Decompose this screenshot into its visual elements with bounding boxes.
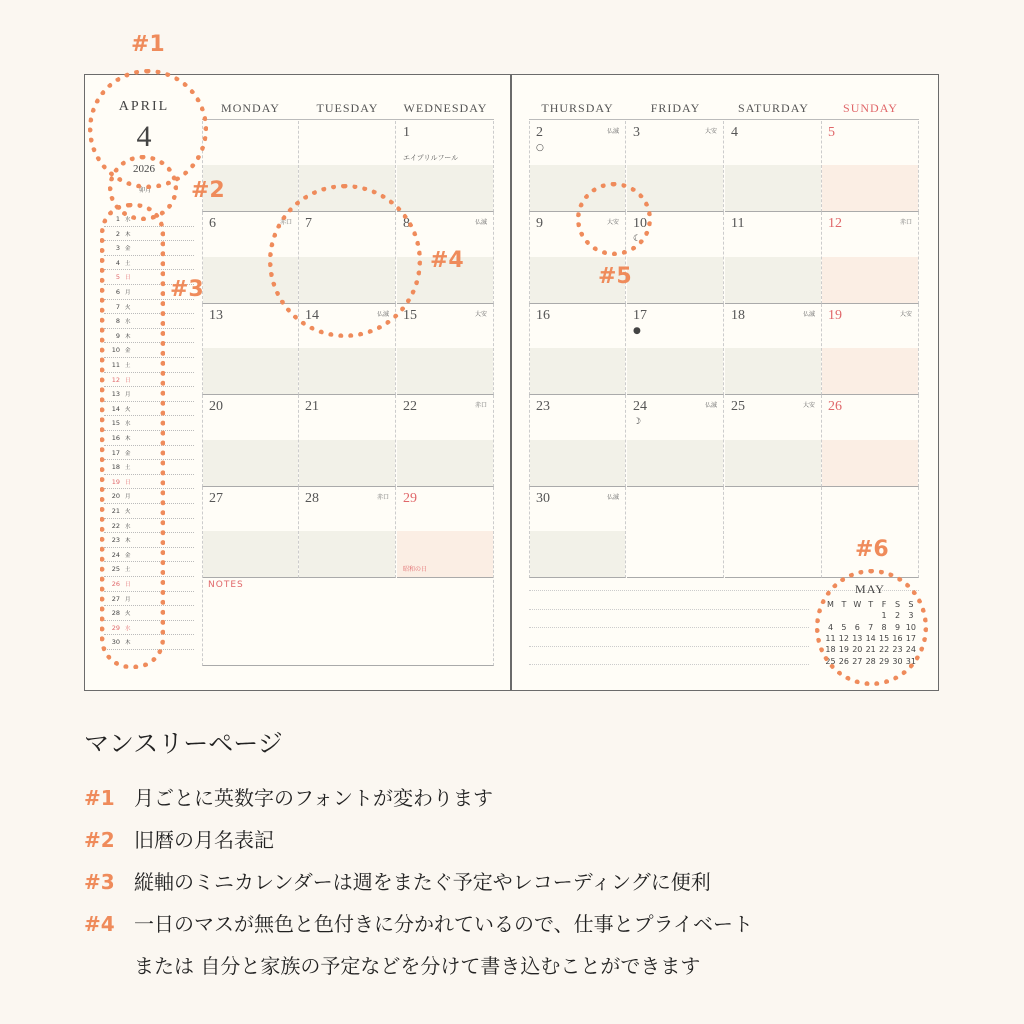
day-number: 20 (209, 399, 223, 415)
next-month-day[interactable]: 9 (894, 622, 901, 632)
moon-phase-icon: ● (633, 325, 641, 336)
notes-line (529, 664, 809, 665)
day-cell-shaded-area[interactable] (397, 348, 493, 394)
next-month-weekday: M (827, 600, 834, 609)
next-month-day[interactable]: 3 (908, 611, 914, 621)
day-cell-shaded-area[interactable] (725, 257, 821, 303)
day-header-thursday: THURSDAY (541, 101, 614, 115)
next-month-day[interactable]: 27 (852, 656, 863, 666)
month-name: APRIL (118, 99, 170, 114)
notes-box[interactable] (202, 575, 494, 666)
next-month-weekday: T (868, 600, 874, 609)
day-number: 27 (209, 490, 223, 506)
caption-item-text: 月ごとに英数字のフォントが変わります (134, 786, 493, 810)
day-number: 28 (305, 490, 319, 506)
next-month-weekday: T (841, 600, 847, 609)
mini-calendar-day-number: 20 (111, 492, 120, 501)
next-month-day[interactable]: 21 (865, 645, 876, 655)
rokuyo-label: 仏滅 (376, 310, 389, 318)
mini-calendar-day-number: 11 (111, 361, 120, 369)
day-cell-shaded-area[interactable] (725, 348, 821, 394)
next-month-day[interactable]: 19 (838, 645, 849, 655)
annotation-circle-5 (576, 182, 652, 256)
mini-calendar-weekday: 土 (125, 260, 131, 267)
mini-calendar-day-number: 12 (111, 375, 120, 384)
caption-item-number: #3 (84, 870, 115, 894)
day-cell[interactable] (822, 121, 919, 212)
day-cell-shaded-area[interactable] (822, 440, 918, 486)
mini-calendar-day-number: 27 (111, 594, 120, 603)
next-month-day[interactable]: 4 (827, 622, 834, 632)
next-month-day[interactable]: 18 (825, 645, 836, 655)
next-month-weekday: F (881, 600, 887, 609)
tag-5: #5 (598, 264, 632, 289)
next-month-day[interactable]: 10 (905, 622, 916, 632)
caption-item-number: #2 (84, 828, 115, 852)
mini-calendar-day-number: 21 (111, 507, 120, 515)
holiday-label: エイプリルフール (403, 154, 459, 163)
mini-calendar-day-number: 26 (111, 580, 120, 588)
mini-calendar-day-number: 13 (111, 390, 120, 399)
next-month-day[interactable]: 11 (825, 633, 836, 643)
tag-3: #3 (170, 277, 204, 302)
day-number: 24 (633, 399, 647, 415)
mini-calendar-weekday: 月 (125, 392, 131, 399)
mini-calendar-weekday: 月 (125, 494, 131, 501)
old-month-name: 卯月 (138, 187, 151, 194)
rokuyo-label: 赤口 (899, 219, 912, 227)
next-month-weekday: W (853, 600, 862, 609)
tag-2: #2 (191, 178, 225, 203)
mini-calendar-weekday: 水 (125, 217, 131, 223)
mini-calendar-day-number: 4 (115, 258, 120, 267)
day-cell-shaded-area[interactable] (725, 165, 821, 211)
day-cell[interactable] (529, 487, 626, 578)
rokuyo-label: 赤口 (279, 219, 292, 227)
day-cell[interactable] (822, 212, 919, 303)
next-month-day[interactable]: 25 (825, 656, 836, 666)
day-cell-shaded-area[interactable] (530, 440, 625, 486)
mini-calendar-weekday: 水 (125, 319, 131, 326)
day-number: 4 (731, 125, 738, 140)
day-number: 2 (536, 125, 543, 140)
day-number: 9 (536, 216, 543, 232)
mini-calendar-day-number: 19 (111, 477, 120, 486)
day-cell[interactable] (529, 304, 626, 395)
day-number: 19 (828, 307, 842, 323)
tag-6: #6 (855, 537, 889, 562)
mini-calendar-weekday: 木 (125, 538, 131, 545)
day-number: 22 (403, 399, 417, 415)
day-cell[interactable] (627, 487, 724, 578)
next-month-weekday: S (894, 600, 901, 609)
caption-item (84, 950, 700, 979)
day-number: 8 (403, 216, 410, 232)
mini-calendar-day-number: 18 (111, 463, 120, 472)
mini-calendar-weekday: 日 (125, 377, 131, 384)
mini-calendar-weekday: 水 (125, 421, 131, 428)
year-label: 2026 (133, 163, 155, 175)
mini-calendar-day-number: 17 (111, 448, 120, 457)
next-month-day[interactable]: 22 (879, 645, 890, 655)
mini-calendar-day-number: 10 (111, 346, 120, 355)
next-month-day[interactable]: 24 (905, 645, 916, 655)
annotation-pill-3 (100, 203, 165, 669)
day-number: 1 (403, 125, 410, 140)
mini-calendar-weekday: 水 (125, 523, 131, 530)
rokuyo-label: 赤口 (376, 493, 389, 501)
day-cell[interactable] (202, 487, 299, 578)
day-number: 11 (731, 216, 745, 232)
next-month-weekday: S (908, 600, 914, 609)
notes-label: NOTES (208, 580, 244, 590)
caption-item (84, 908, 753, 937)
mini-calendar-day-number: 29 (111, 623, 120, 632)
mini-calendar-weekday: 火 (125, 406, 131, 413)
day-cell[interactable] (725, 304, 822, 395)
annotation-circle-6 (815, 569, 928, 686)
day-cell-shaded-area[interactable] (203, 348, 298, 394)
mini-calendar-weekday: 火 (125, 611, 131, 618)
day-cell[interactable] (299, 395, 396, 486)
mini-calendar-day-number: 2 (115, 229, 120, 238)
rokuyo-label: 赤口 (474, 402, 487, 410)
day-cell[interactable] (822, 395, 919, 486)
mini-calendar-weekday: 日 (125, 275, 131, 282)
next-month-day[interactable]: 16 (892, 633, 903, 643)
mini-calendar-day-number: 22 (111, 521, 120, 530)
next-month-day[interactable]: 12 (838, 633, 849, 643)
day-cell[interactable] (725, 212, 822, 303)
annotation-circle-4 (268, 184, 422, 338)
mini-calendar-day-number: 30 (111, 638, 120, 647)
holiday-label: 昭和の日 (403, 565, 428, 573)
mini-calendar-day-number: 8 (115, 317, 120, 326)
mini-calendar-weekday: 火 (125, 304, 131, 311)
day-cell-shaded-area[interactable] (397, 165, 493, 211)
day-cell-shaded-area[interactable] (530, 348, 625, 394)
next-month-day[interactable]: 28 (865, 656, 876, 666)
mini-calendar-day-number: 6 (115, 288, 120, 296)
planner-spine (510, 74, 512, 691)
next-month-day[interactable]: 7 (868, 622, 874, 632)
caption-item (84, 866, 711, 895)
caption-item (84, 782, 493, 811)
day-number: 15 (403, 307, 417, 323)
notes-line (529, 609, 809, 610)
day-header-sunday: SUNDAY (843, 101, 898, 115)
caption-item-text: 縦軸のミニカレンダーは週をまたぐ予定やレコーディングに便利 (134, 870, 711, 894)
day-number: 21 (305, 399, 319, 415)
mini-calendar-weekday: 土 (125, 363, 131, 369)
day-cell-shaded-area[interactable] (627, 348, 723, 394)
next-month-day[interactable]: 23 (892, 645, 903, 655)
day-number: 29 (403, 490, 417, 506)
mini-calendar-weekday: 金 (125, 348, 131, 355)
notes-line (529, 646, 809, 647)
caption-item-text: 一日のマスが無色と色付きに分かれているので、仕事とプライベート (134, 912, 753, 936)
mini-calendar-weekday: 木 (125, 333, 131, 340)
day-cell[interactable] (202, 395, 299, 486)
day-number: 6 (209, 216, 216, 232)
notes-line (529, 627, 809, 628)
next-month-day[interactable]: 2 (894, 611, 901, 621)
mini-calendar-day-number: 28 (111, 609, 120, 618)
next-month-day[interactable]: 6 (854, 622, 860, 632)
day-cell-shaded-area[interactable] (822, 165, 918, 211)
day-number: 26 (828, 399, 842, 415)
rokuyo-label: 仏滅 (606, 128, 619, 135)
caption-item-number: #4 (84, 912, 115, 936)
next-month-day[interactable]: 13 (852, 633, 863, 643)
mini-calendar-weekday: 金 (125, 246, 131, 253)
next-month-day[interactable]: 20 (852, 645, 863, 655)
day-cell[interactable] (822, 487, 919, 578)
day-header-wednesday: WEDNESDAY (403, 101, 488, 115)
day-number: 3 (633, 125, 640, 140)
day-cell[interactable] (725, 395, 822, 486)
mini-calendar-day-number: 23 (111, 536, 120, 545)
day-cell[interactable] (627, 304, 724, 395)
mini-calendar-weekday: 木 (125, 231, 131, 238)
mini-calendar-weekday: 日 (125, 582, 131, 588)
tag-1: #1 (131, 32, 165, 57)
day-number: 14 (305, 307, 319, 323)
rokuyo-label: 仏滅 (606, 493, 619, 501)
day-cell-shaded-area[interactable] (203, 440, 298, 486)
mini-calendar-day-number: 25 (111, 565, 120, 574)
day-number: 23 (536, 399, 550, 415)
day-cell-shaded-area[interactable] (299, 440, 395, 486)
rokuyo-label: 大安 (899, 310, 912, 318)
rokuyo-label: 仏滅 (704, 402, 717, 410)
next-month-day[interactable]: 8 (881, 622, 887, 632)
mini-calendar-weekday: 日 (125, 479, 131, 486)
caption-item-text: 旧暦の月名表記 (134, 828, 274, 852)
mini-calendar-weekday: 土 (125, 567, 131, 574)
day-header-friday: FRIDAY (650, 101, 701, 115)
day-cell-shaded-area[interactable] (725, 440, 821, 486)
mini-calendar-day-number: 16 (111, 434, 120, 442)
mini-calendar-day-number: 1 (115, 215, 120, 223)
day-cell[interactable] (397, 487, 494, 578)
mini-calendar-day-number: 5 (115, 273, 120, 282)
next-month-day[interactable]: 29 (879, 656, 890, 666)
day-number: 30 (536, 490, 550, 506)
mini-calendar-day-number: 24 (111, 550, 120, 559)
mini-calendar-day-number: 9 (115, 331, 120, 340)
rokuyo-label: 大安 (704, 128, 717, 135)
day-cell-shaded-area[interactable] (530, 531, 625, 577)
rokuyo-label: 大安 (802, 402, 815, 410)
caption-title: マンスリーページ (84, 729, 283, 758)
day-number: 5 (828, 125, 835, 140)
mini-calendar-weekday: 木 (125, 640, 131, 647)
mini-calendar-day-number: 3 (115, 244, 120, 253)
day-cell[interactable] (397, 304, 494, 395)
day-cell[interactable] (299, 487, 396, 578)
mini-calendar-weekday: 火 (125, 509, 131, 515)
day-cell-shaded-area[interactable] (822, 257, 918, 303)
next-month-day[interactable]: 26 (838, 656, 849, 666)
day-number: 12 (828, 216, 842, 232)
mini-calendar-weekday: 水 (125, 625, 131, 632)
day-header-saturday: SATURDAY (738, 101, 809, 115)
day-cell-shaded-area[interactable] (627, 257, 723, 303)
month-number: 4 (136, 120, 152, 153)
day-cell[interactable] (529, 395, 626, 486)
mini-calendar-weekday: 土 (125, 465, 131, 472)
day-cell-shaded-area[interactable] (299, 531, 395, 577)
mini-calendar-day-number: 7 (115, 302, 120, 311)
next-month-day[interactable]: 5 (841, 622, 847, 632)
day-cell-shaded-area[interactable] (822, 348, 918, 394)
day-cell-shaded-area[interactable] (627, 440, 723, 486)
day-number: 16 (536, 307, 550, 323)
caption-item (84, 824, 274, 853)
next-month-day[interactable]: 14 (865, 633, 876, 643)
rokuyo-label: 大安 (474, 310, 487, 318)
day-cell[interactable] (725, 487, 822, 578)
day-number: 7 (305, 216, 312, 232)
rokuyo-label: 大安 (606, 219, 619, 227)
next-month-day[interactable]: 31 (905, 656, 916, 666)
tag-4: #4 (430, 248, 464, 273)
day-cell[interactable] (627, 395, 724, 486)
day-number: 13 (209, 307, 223, 323)
day-cell[interactable] (725, 121, 822, 212)
mini-calendar-day-number: 14 (111, 404, 120, 413)
next-month-day[interactable]: 30 (892, 656, 903, 666)
next-month-name: MAY (855, 582, 885, 596)
rokuyo-label: 仏滅 (802, 310, 815, 318)
moon-phase-icon: ☾ (633, 234, 642, 245)
left-grid-top-line (202, 119, 494, 120)
next-month-day[interactable]: 17 (905, 633, 916, 643)
caption-item-number: #1 (84, 786, 115, 810)
mini-calendar-weekday: 月 (125, 596, 131, 603)
day-cell-shaded-area[interactable] (203, 531, 298, 577)
day-cell[interactable] (822, 304, 919, 395)
next-month-day[interactable]: 1 (881, 611, 887, 621)
day-number: 18 (731, 307, 745, 323)
day-cell-shaded-area[interactable] (299, 348, 395, 394)
mini-calendar-weekday: 月 (125, 290, 131, 296)
day-header-monday: MONDAY (221, 101, 280, 115)
mini-calendar-weekday: 金 (125, 552, 131, 559)
day-header-tuesday: TUESDAY (316, 101, 379, 115)
day-cell-shaded-area[interactable] (397, 440, 493, 486)
mini-calendar-weekday: 木 (125, 436, 131, 442)
day-cell[interactable] (397, 395, 494, 486)
day-number: 25 (731, 399, 745, 415)
next-month-day[interactable]: 15 (879, 633, 890, 643)
moon-phase-icon: ○ (536, 143, 544, 153)
day-cell[interactable] (202, 304, 299, 395)
moon-phase-icon: ☽ (633, 417, 642, 428)
mini-calendar-day-number: 15 (111, 419, 120, 428)
mini-calendar-weekday: 金 (125, 450, 131, 457)
day-number: 10 (633, 216, 647, 232)
right-grid-top-line (529, 119, 919, 120)
day-cell[interactable] (397, 121, 494, 212)
caption-item-text: または 自分と家族の予定などを分けて書き込むことができます (134, 954, 701, 978)
day-number: 17 (633, 307, 647, 323)
rokuyo-label: 仏滅 (474, 219, 487, 227)
